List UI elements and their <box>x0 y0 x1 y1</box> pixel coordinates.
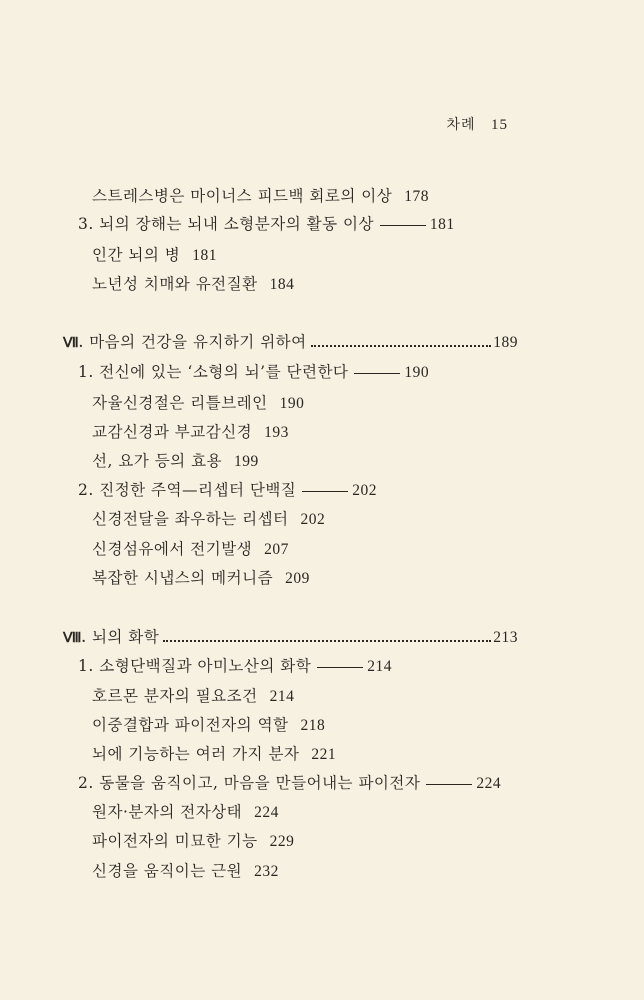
toc-entry-title: 선, 요가 등의 효용 <box>92 452 223 470</box>
chapter-title: 뇌의 화학 <box>91 628 160 646</box>
toc-entry-page: 202 <box>300 511 326 528</box>
toc-entry <box>92 507 325 529</box>
leader-dots <box>163 640 491 642</box>
toc-entry-page: 209 <box>285 570 310 587</box>
toc-entry-title: 신경전달을 좌우하는 리셉터 <box>92 510 289 528</box>
running-header <box>446 114 508 134</box>
leader-dash <box>380 225 426 226</box>
toc-chapter <box>63 625 518 647</box>
toc-section-title: 1. 전신에 있는 ‘소형의 뇌’를 단련한다 <box>78 363 349 381</box>
toc-entry-page: 190 <box>279 395 305 412</box>
toc-section-title: 1. 소형단백질과 아미노산의 화학 <box>78 657 312 675</box>
toc-entry-page: 218 <box>300 717 326 734</box>
chapter-page: 189 <box>493 334 518 351</box>
toc-entry-title: 교감신경과 부교감신경 <box>92 423 253 441</box>
toc-section-page: 181 <box>429 216 455 233</box>
toc-entry <box>92 829 294 851</box>
toc-entry-title: 원자·분자의 전자상태 <box>92 803 243 821</box>
toc-entry-page: 207 <box>264 541 289 558</box>
toc-entry-title: 인간 뇌의 병 <box>92 246 181 264</box>
toc-section-title: 3. 뇌의 장해는 뇌내 소형분자의 활동 이상 <box>78 215 374 233</box>
toc-entry-title: 뇌에 기능하는 여러 가지 분자 <box>92 745 300 763</box>
toc-entry <box>92 742 336 764</box>
toc-section <box>78 212 455 234</box>
toc-entry-title: 스트레스병은 마이너스 피드백 회로의 이상 <box>92 187 393 205</box>
toc-entry <box>92 566 310 588</box>
toc-entry-page: 214 <box>269 688 295 705</box>
toc-section-page: 224 <box>476 775 502 792</box>
toc-entry-title: 신경섬유에서 전기발생 <box>92 540 253 558</box>
toc-entry-page: 221 <box>311 746 337 763</box>
toc-chapter <box>63 330 518 352</box>
toc-entry-page: 224 <box>254 804 279 821</box>
toc-section-page: 202 <box>352 482 378 499</box>
toc-section-page: 190 <box>404 364 430 381</box>
toc-section <box>78 654 392 676</box>
toc-entry-page: 199 <box>234 453 259 470</box>
leader-dash <box>426 784 472 785</box>
toc-section-title: 2. 진정한 주역—리셉터 단백질 <box>78 481 297 499</box>
running-header-label: 차례 <box>446 117 476 133</box>
toc-entry-title: 호르몬 분자의 필요조건 <box>92 687 258 705</box>
toc-entry-title: 자율신경절은 리틀브레인 <box>92 394 268 412</box>
chapter-numeral: Ⅷ. <box>63 631 86 646</box>
toc-entry-page: 232 <box>254 863 279 880</box>
toc-entry-title: 파이전자의 미묘한 기능 <box>92 832 258 850</box>
toc-entry <box>92 272 294 294</box>
toc-entry-page: 178 <box>404 188 429 205</box>
toc-entry <box>92 800 279 822</box>
leader-dash <box>302 491 348 492</box>
toc-entry-page: 193 <box>264 424 289 441</box>
toc-entry-page: 181 <box>192 247 217 264</box>
leader-dash <box>354 373 400 374</box>
toc-entry <box>92 859 279 881</box>
chapter-title: 마음의 건강을 유지하기 위하여 <box>89 333 307 351</box>
toc-entry <box>92 420 289 442</box>
chapter-page: 213 <box>493 629 518 646</box>
toc-entry <box>92 713 325 735</box>
toc-entry <box>92 684 294 706</box>
leader-dash <box>317 667 363 668</box>
toc-section <box>78 478 377 500</box>
toc-entry <box>92 449 259 471</box>
page-number: 15 <box>491 117 508 133</box>
toc-entry <box>92 243 217 265</box>
toc-section-page: 214 <box>367 658 392 675</box>
toc-entry <box>92 537 289 559</box>
toc-section-title: 2. 동물을 움직이고, 마음을 만들어내는 파이전자 <box>78 774 421 792</box>
toc-entry-page: 229 <box>269 833 295 850</box>
toc-entry <box>92 391 304 413</box>
toc-entry-title: 노년성 치매와 유전질환 <box>92 275 258 293</box>
chapter-numeral: Ⅶ. <box>63 336 84 351</box>
toc-section <box>78 360 429 382</box>
leader-dots <box>311 345 492 347</box>
toc-entry-page: 184 <box>269 276 295 293</box>
toc-entry <box>92 184 429 206</box>
toc-entry-title: 이중결합과 파이전자의 역할 <box>92 716 289 734</box>
toc-section <box>78 771 501 793</box>
toc-entry-title: 복잡한 시냅스의 메커니즘 <box>92 569 274 587</box>
toc-entry-title: 신경을 움직이는 근원 <box>92 862 243 880</box>
